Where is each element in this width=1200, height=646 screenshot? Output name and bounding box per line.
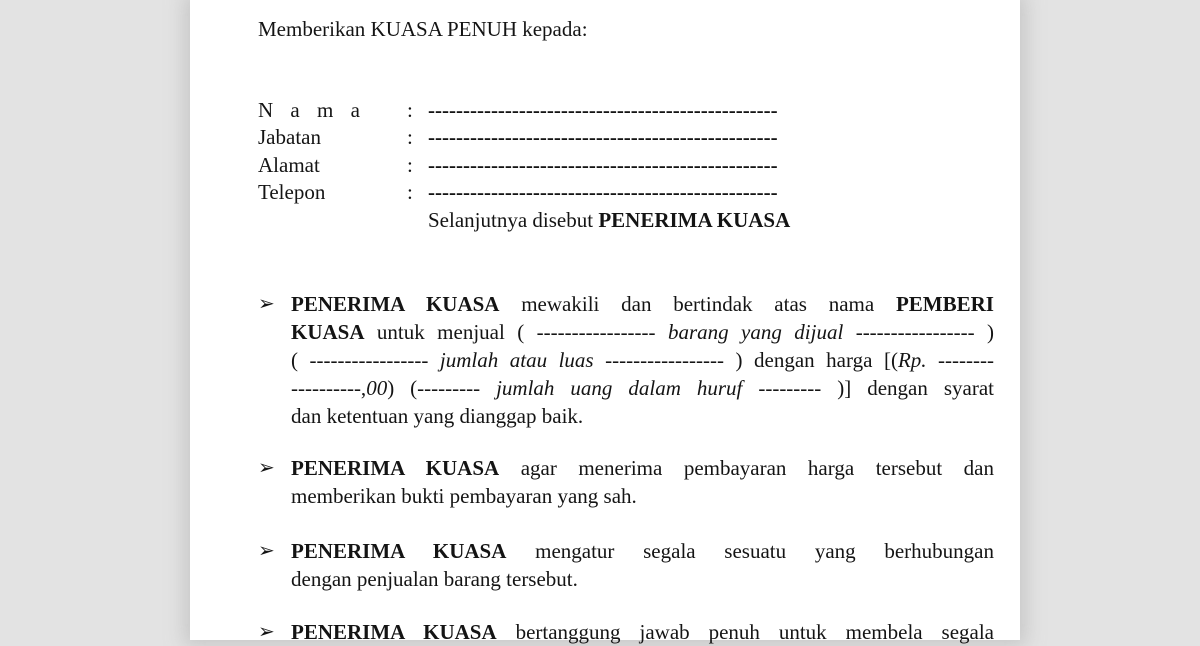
arrow-bullet-icon: ➢ [258, 538, 275, 562]
bullet-line [291, 402, 994, 430]
italic-placeholder: Rp. [897, 348, 927, 372]
bold-term: PEMBERI [895, 292, 994, 316]
field-value-telepon: -------------------------------------------------- [428, 180, 778, 204]
bold-term: PENERIMA KUASA [291, 292, 500, 316]
line-text: ----------------- ) [843, 320, 994, 344]
field-label-alamat: Alamat [258, 153, 320, 177]
line-text: ----------, [291, 376, 367, 400]
line-text: ( ----------------- [291, 348, 440, 372]
subsequent-bold-term: PENERIMA KUASA [598, 208, 791, 232]
italic-placeholder: jumlah atau luas [439, 348, 594, 372]
line-text: ----------------- ) dengan harga [( [593, 348, 898, 372]
field-colon: : [407, 125, 413, 149]
field-label-telepon: Telepon [258, 180, 326, 204]
line-text: bertanggung jawab penuh untuk membela segala [496, 620, 995, 644]
bullet-line [291, 482, 994, 510]
bold-term: PENERIMA KUASA [291, 539, 507, 563]
line-text: agar menerima pembayaran harga tersebut dan [499, 456, 995, 480]
line-text: -------- [926, 348, 994, 372]
bullet-line [291, 318, 994, 346]
bold-term: KUASA [291, 320, 365, 344]
field-value-alamat: -------------------------------------------------- [428, 153, 778, 177]
field-colon: : [407, 98, 413, 122]
line-text: ) (--------- [387, 376, 497, 400]
italic-placeholder: 00 [366, 376, 388, 400]
line-text: mewakili dan bertindak atas nama [499, 292, 896, 316]
bullet-body [291, 537, 994, 593]
arrow-bullet-icon: ➢ [258, 619, 275, 643]
subsequent-prefix: Selanjutnya disebut [428, 208, 599, 232]
bullet-body [291, 454, 994, 510]
field-label-jabatan: Jabatan [258, 125, 321, 149]
line-text: dan ketentuan yang dianggap baik. [291, 404, 584, 428]
italic-placeholder: jumlah uang dalam huruf [496, 376, 743, 400]
bold-term: PENERIMA KUASA [291, 620, 497, 644]
field-colon: : [407, 180, 413, 204]
bullet-body [291, 290, 994, 430]
arrow-bullet-icon: ➢ [258, 455, 275, 479]
line-text: mengatur segala sesuatu yang berhubungan [506, 539, 994, 563]
line-text: untuk menjual ( ----------------- [364, 320, 668, 344]
field-colon: : [407, 153, 413, 177]
bullet-body [291, 618, 994, 646]
bullet-line [291, 537, 994, 565]
italic-placeholder: barang yang dijual [667, 320, 844, 344]
line-text: dengan penjualan barang tersebut. [291, 567, 578, 591]
bullet-line [291, 454, 994, 482]
bullet-line [291, 374, 994, 402]
arrow-bullet-icon: ➢ [258, 291, 275, 315]
field-value-jabatan: -------------------------------------------------- [428, 125, 778, 149]
document-page [190, 0, 1020, 644]
field-value-nama: -------------------------------------------------- [428, 98, 778, 122]
field-label-nama: N a m a [258, 98, 366, 122]
intro-text: Memberikan KUASA PENUH kepada: [258, 17, 588, 41]
bullet-line [291, 290, 994, 318]
line-text: memberikan bukti pembayaran yang sah. [291, 484, 637, 508]
bullet-line [291, 565, 994, 593]
subsequent-statement [428, 208, 790, 233]
line-text: --------- )] dengan syarat [742, 376, 994, 400]
bold-term: PENERIMA KUASA [291, 456, 500, 480]
bullet-line [291, 618, 994, 646]
bullet-line [291, 346, 994, 374]
